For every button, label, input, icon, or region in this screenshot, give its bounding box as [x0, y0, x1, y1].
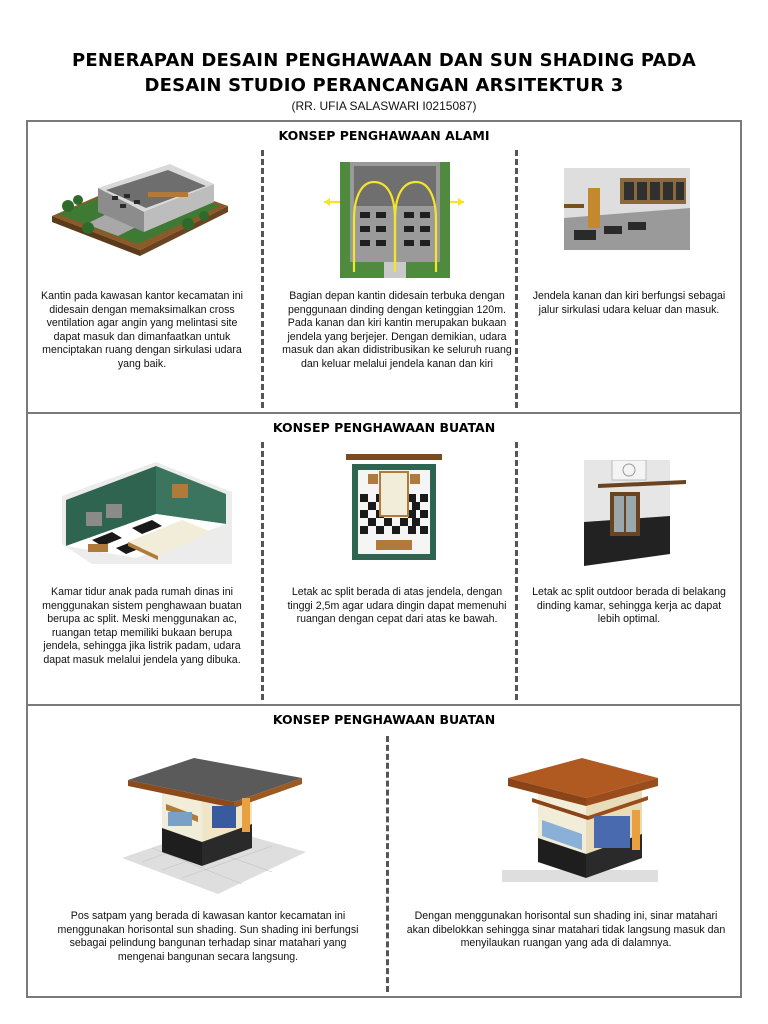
section-natural-ventilation: [26, 120, 742, 414]
bedroom-3d-render: [62, 460, 232, 564]
guard-post-render-1: [122, 758, 308, 898]
dashed-divider: [515, 150, 518, 408]
dashed-divider: [261, 150, 264, 408]
dashed-divider: [515, 442, 518, 700]
section-title: KONSEP PENGHAWAAN ALAMI: [278, 128, 490, 143]
caption-guard-post: Pos satpam yang berada di kawasan kantor kecamatan ini menggunakan horisontal sun shading. Sun shading ini berfungsi sebagai pelindung bangunan terhadap sinar matahari yang mengenai bangunan secara langsung.: [57, 910, 359, 963]
section-artificial-ventilation-bedroom: [26, 412, 742, 706]
dashed-divider: [386, 736, 389, 992]
header: [0, 48, 768, 113]
dashed-divider: [261, 442, 264, 700]
caption-ac-split-outdoor: Letak ac split outdoor berada di belakang dinding kamar, sehingga kerja ac dapat lebih optimal.: [532, 586, 726, 626]
canteen-plan-airflow-diagram: [324, 160, 464, 280]
bedroom-plan-topdown: [346, 454, 442, 566]
section-sun-shading: [26, 704, 742, 998]
caption-ac-split-indoor: Letak ac split berada di atas jendela, dengan tinggi 2,5m agar udara dingin dapat memenuhi ruangan dengan cepat dari atas ke bawah.: [287, 586, 507, 626]
canteen-interior-render: [564, 168, 690, 250]
title-line-2: DESAIN STUDIO PERANCANGAN ARSITEKTUR 3: [144, 75, 624, 96]
section-title: KONSEP PENGHAWAAN BUATAN: [272, 420, 496, 435]
caption-canteen-plan: Bagian depan kantin didesain terbuka dengan penggunaan dinding dengan ketinggian 120m. Pada kanan dan kiri kantin merupakan bukaan jendela yang berjejer. Dengan demikian, udara masuk dan akan didistribusikan ke seluruh ruang dan keluar melalui jendela kanan dan kiri: [282, 290, 512, 370]
section-title: KONSEP PENGHAWAAN BUATAN: [272, 712, 496, 727]
author-subtitle: (RR. UFIA SALASWARI I0215087): [291, 99, 477, 113]
caption-sun-shading: Dengan menggunakan horisontal sun shading ini, sinar matahari akan dibelokkan sehingga sinar matahari tidak langsung masuk dan menyilaukan ruangan yang ada di dalamnya.: [406, 910, 726, 950]
ac-outdoor-wall-render: [584, 460, 686, 566]
title-line-1: PENERAPAN DESAIN PENGHAWAAN DAN SUN SHADING PADA: [71, 50, 697, 71]
caption-canteen: Kantin pada kawasan kantor kecamatan ini didesain dengan memaksimalkan cross ventilation agar angin yang melintasi site dapat masuk dan dimanfaatkan untuk menciptakan ruang dengan sirkulasi udara yang baik.: [41, 290, 243, 370]
canteen-3d-render: [48, 154, 232, 258]
caption-canteen-windows: Jendela kanan dan kiri berfungsi sebagai jalur sirkulasi udara keluar dan masuk.: [532, 290, 726, 316]
caption-bedroom: Kamar tidur anak pada rumah dinas ini menggunakan sistem penghawaan buatan berupa ac split. Meski menggunakan ac, ruangan tetap memiliki bukaan berupa jendela, sehingga jika listrik padam, udara dapat masuk melalui jendela yang dibuka.: [42, 586, 242, 666]
guard-post-render-2: [502, 758, 658, 882]
